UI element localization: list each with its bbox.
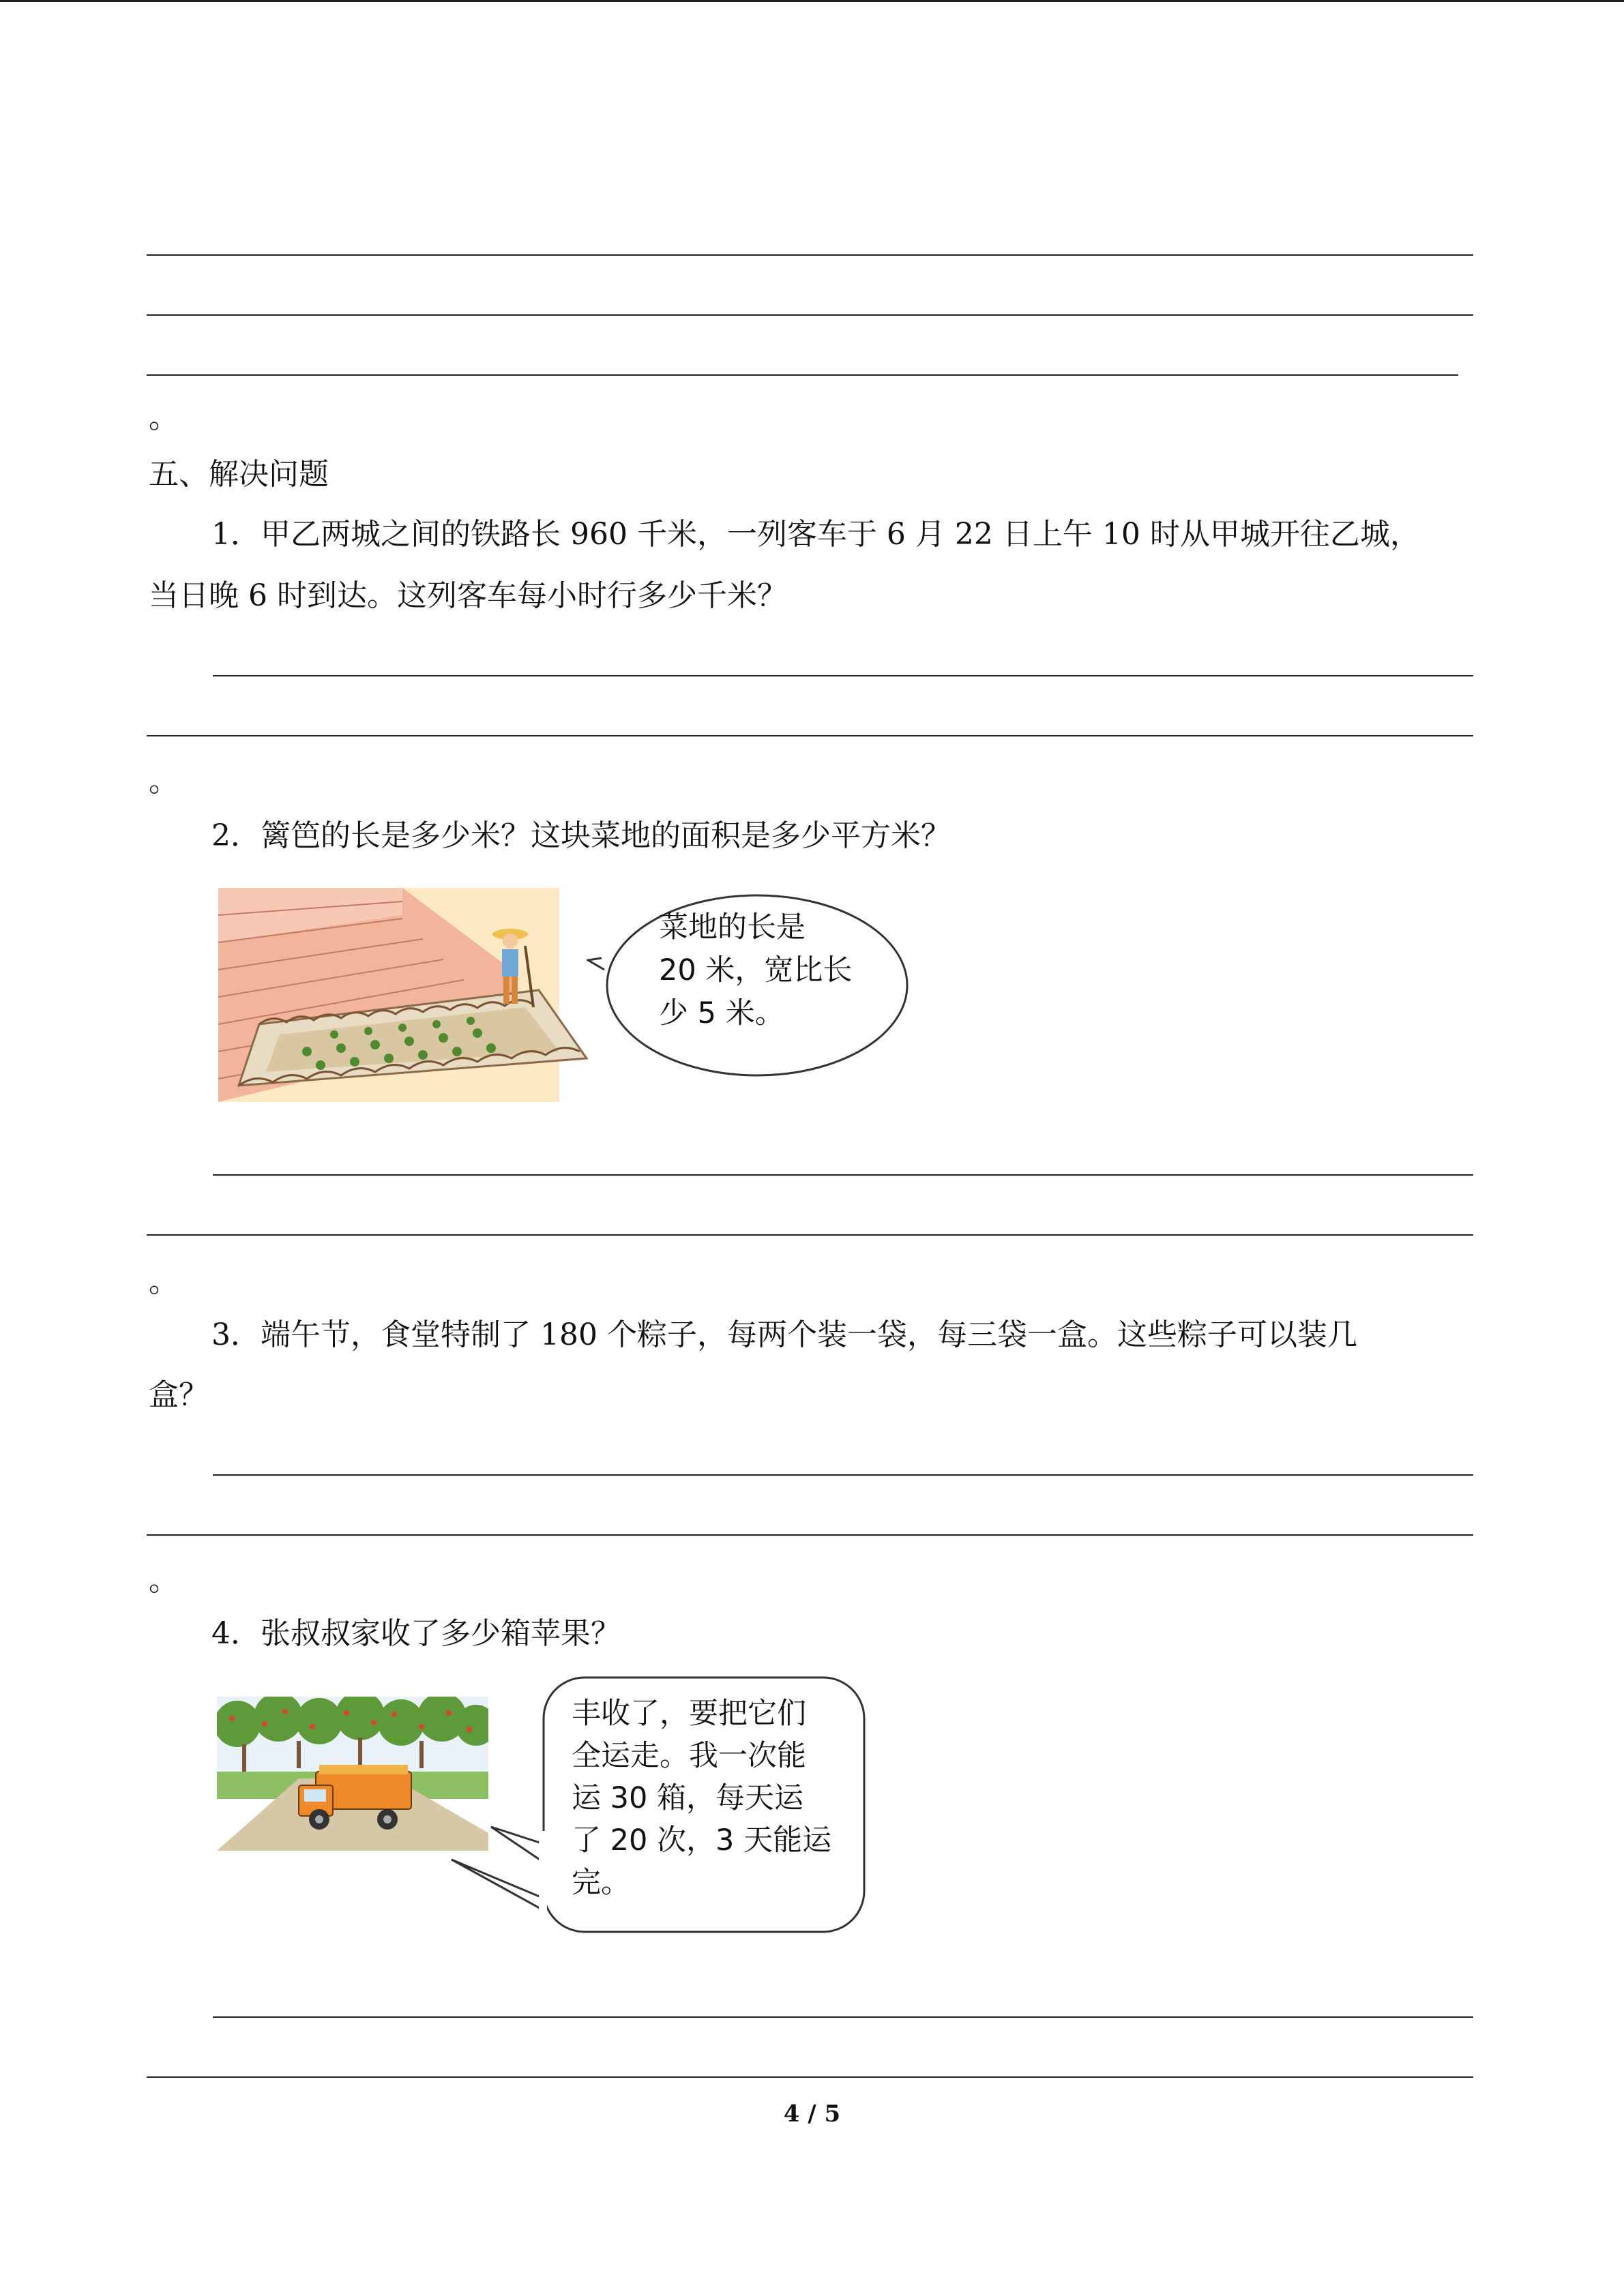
bubble-2-line-5: 完。	[572, 1866, 630, 1900]
answer-line	[147, 374, 1458, 376]
bubble-1-line-2: 20 米，宽比长	[659, 953, 853, 987]
question-3-line-2: 盒？	[149, 1377, 209, 1412]
answer-line	[147, 314, 1473, 316]
question-1-line-1: 1．甲乙两城之间的铁路长 960 千米，一列客车于 6 月 22 日上午 10 时从甲城开往乙城，	[211, 517, 1420, 552]
answer-line	[213, 675, 1473, 676]
page-top-border	[0, 0, 1624, 2]
bubble-1-line-1: 菜地的长是	[659, 910, 806, 944]
bubble-2-line-1: 丰收了，要把它们	[572, 1697, 806, 1731]
question-4-line-1: 4．张叔叔家收了多少箱苹果？	[211, 1616, 621, 1651]
answer-line	[147, 2076, 1473, 2078]
vegetable-garden-illustration	[218, 888, 592, 1102]
question-1-line-2: 当日晚 6 时到达。这列客车每小时行多少千米？	[149, 578, 787, 613]
answer-line	[213, 1174, 1473, 1176]
answer-line	[147, 1534, 1473, 1536]
page-number: 4 / 5	[783, 2100, 841, 2128]
answer-line	[147, 735, 1473, 736]
question-3-line-1: 3．端午节，食堂特制了 180 个粽子，每两个装一袋，每三袋一盒。这些粽子可以装几	[211, 1317, 1357, 1352]
answer-line	[213, 2016, 1473, 2018]
answer-line	[147, 1234, 1473, 1236]
end-period: 。	[149, 400, 179, 435]
section-title: 五、解决问题	[149, 457, 329, 492]
bubble-2-line-3: 运 30 箱，每天运	[572, 1781, 804, 1815]
end-period: 。	[149, 764, 179, 799]
end-period: 。	[149, 1264, 179, 1299]
answer-line	[213, 1474, 1473, 1476]
bubble-2-line-2: 全运走。我一次能	[572, 1739, 806, 1773]
end-period: 。	[149, 1563, 179, 1598]
answer-line	[147, 254, 1473, 256]
question-2-line-1: 2．篱笆的长是多少米？这块菜地的面积是多少平方米？	[211, 818, 951, 853]
bubble-2-line-4: 了 20 次，3 天能运	[572, 1823, 832, 1858]
bubble-1-line-3: 少 5 米。	[659, 996, 784, 1030]
